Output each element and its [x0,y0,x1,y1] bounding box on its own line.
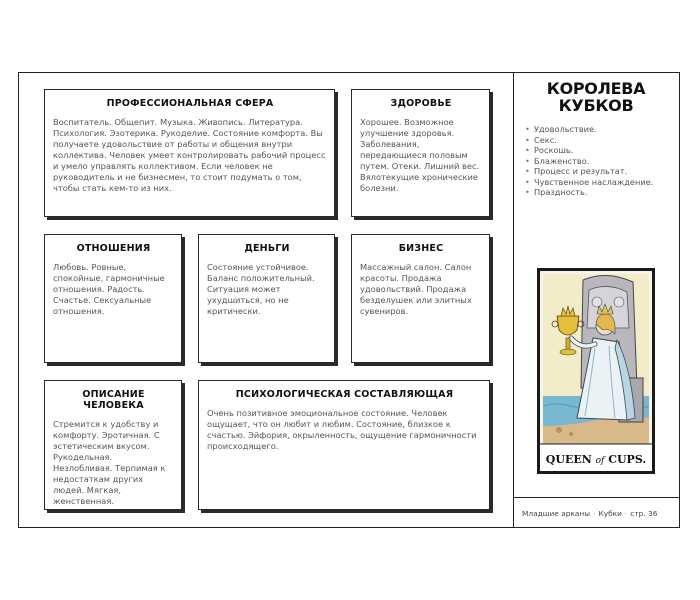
card-text: Массажный салон. Салон красоты. Продажа удовольствий. Продажа безделушек или элитных сувениров. [360,262,472,316]
health-card [351,89,490,217]
footer-page-number: стр. 36 [630,509,658,518]
card-name-heading [520,80,672,114]
keyword-list [524,124,674,198]
keyword-item: • Блаженство. [524,156,674,167]
footer-separator: · [624,509,628,518]
sidebar-divider [513,72,514,528]
keyword-item: • Роскошь. [524,145,674,156]
card-name-line-1: КОРОЛЕВА [546,79,646,98]
footer-divider [513,497,680,498]
card-title: ОТНОШЕНИЯ [76,243,151,254]
relationships-card [44,234,182,363]
card-title: ЗДОРОВЬЕ [390,98,452,109]
card-title: ПСИХОЛОГИЧЕСКАЯ СОСТАВЛЯЮЩАЯ [235,389,454,400]
keyword-item: • Праздность. [524,187,674,198]
keyword-item: • Процесс и результат. [524,166,674,177]
card-text: Состояние устойчивое. Баланс положительный. Ситуация может ухудшиться, но не критически. [207,262,315,316]
keyword-item: • Секс. [524,135,674,146]
person-description-card [44,380,182,510]
card-name-line-2: КУБКОВ [558,96,634,115]
card-text: Воспитатель. Общепит. Музыка. Живопись. Литература. Психология. Эзотерика. Рукоделие. Состояние комфорта. Вы получаете удовольствие от работы и общения внутри коллектива. Человек умеет контролировать рабочий процесс и умело управлять коллективом. Если человек не руководитель и не бизнесмен, то стоит подумать о том, чтобы стать кем-то из них. [53,117,326,193]
page-footer [522,509,674,518]
card-text: Любовь. Ровные, спокойные, гармоничные отношения. Радость. Счастье. Сексуальные отношения. [53,262,165,316]
business-card [351,234,490,363]
footer-section: Младшие арканы [522,509,591,518]
tarot-card-illustration [537,268,655,474]
footer-suit: Кубки [598,509,622,518]
money-card [198,234,335,363]
card-title: БИЗНЕС [398,243,444,254]
card-text: Стремится к удобству и комфорту. Эротичная. С эстетическим вкусом. Рукодельная. Незлобливая. Терпимая к недостаткам других людей. Мягкая, женственная. [53,419,166,506]
footer-separator: · [593,509,596,518]
card-title: ДЕНЬГИ [244,243,290,254]
tarot-caption-of: of [595,456,605,466]
card-text: Хорошее. Возможное улучшение здоровья. Заболевания, передающиеся половым путем. Отеки. Лишний вес. Вялотекущие хронические болезни. [360,117,480,193]
keyword-item: • Чувственное наслаждение. [524,177,674,188]
card-title: ПРОФЕССИОНАЛЬНАЯ СФЕРА [106,98,274,109]
tarot-caption-queen: QUEEN [545,453,592,466]
psychological-card [198,380,490,510]
tarot-caption-cups: CUPS. [608,453,647,466]
professional-sphere-card [44,89,335,217]
card-text: Очень позитивное эмоциональное состояние. Человек ощущает, что он любит и любим. Состояние, близкое к счастью. Эйфория, окрыленность, ощущение гармоничности происходящего. [207,408,477,451]
card-title: ОПИСАНИЕ ЧЕЛОВЕКА [82,389,145,411]
keyword-item: • Удовольствие. [524,124,674,135]
